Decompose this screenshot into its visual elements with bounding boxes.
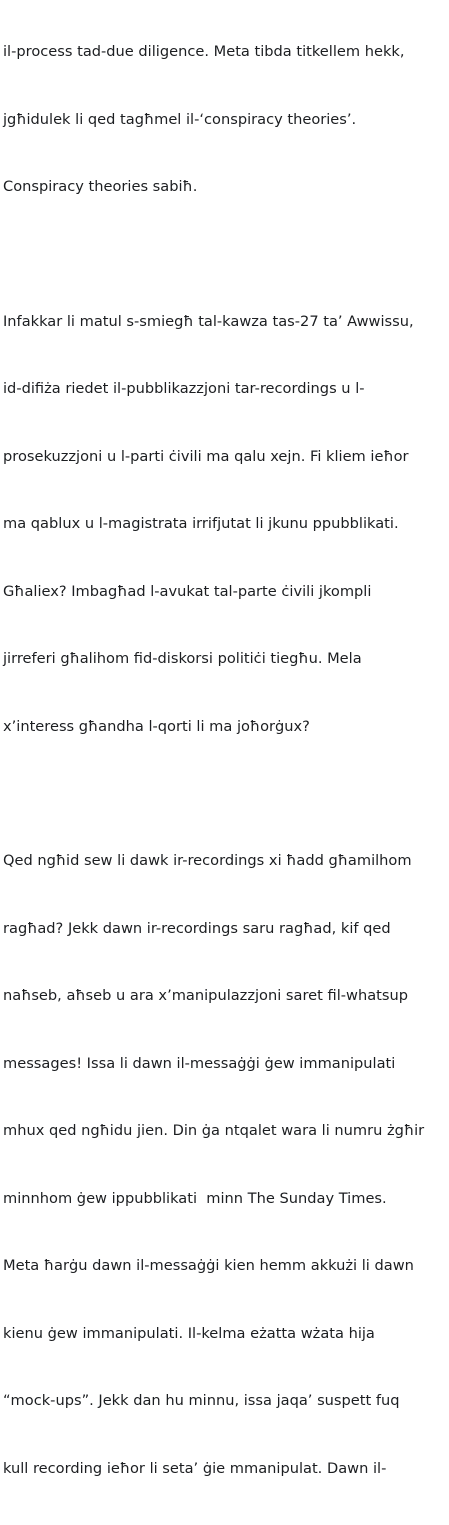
- paragraph-spacer: [3, 244, 449, 266]
- text-line: Għaliex? Imbagħad l-avukat tal-parte ċivili jkompli: [3, 582, 372, 600]
- text-line: “mock-ups”. Jekk dan hu minnu, issa jaqa’ suspett fuq: [3, 1392, 400, 1409]
- text-line: Conspiracy theories sabiħ.: [3, 178, 198, 195]
- post-body-text: [3, 0, 449, 1525]
- text-line: messages! Issa li dawn il-messaġġi ġew immanipulati: [3, 1054, 396, 1072]
- text-line: ragħad? Jekk dawn ir-recordings saru ragħad, kif qed: [3, 919, 391, 937]
- text-line: Meta ħarġu dawn il-messaġġi kien hemm akkużi li dawn: [3, 1257, 414, 1274]
- text-line: naħseb, aħseb u ara x’manipulazzjoni saret fil-whatsup: [3, 987, 408, 1004]
- text-line: minnhom ġew ippubblikati minn The Sunday Times.: [3, 1189, 387, 1207]
- text-line: jgħidulek li qed tagħmel il-‘conspiracy theories’.: [3, 110, 357, 128]
- text-line: ma qablux u l-magistrata irrifjutat li jkunu ppubblikati.: [3, 515, 399, 532]
- paragraph-1: [3, 0, 449, 244]
- paragraph-3: [3, 805, 449, 1525]
- text-line: kull recording ieħor li seta’ ġie mmanipulat. Dawn il-: [3, 1459, 387, 1477]
- text-line: kienu ġew immanipulati. Il-kelma eżatta wżata hija: [3, 1324, 375, 1342]
- text-line: Infakkar li matul s-smiegħ tal-kawza tas-27 ta’ Awwissu,: [3, 312, 414, 330]
- text-line: prosekuzzjoni u l-parti ċivili ma qalu xejn. Fi kliem ieħor: [3, 447, 409, 465]
- text-line: mhux qed ngħidu jien. Din ġa ntqalet wara li numru żgħir: [3, 1122, 425, 1139]
- text-line: il-process tad-due diligence. Meta tibda titkellem hekk,: [3, 43, 405, 60]
- text-line: jirreferi għalihom fid-diskorsi politiċi tiegħu. Mela: [3, 650, 362, 667]
- paragraph-spacer: [3, 783, 449, 805]
- text-line: Qed ngħid sew li dawk ir-recordings xi ħadd għamilhom: [3, 852, 412, 869]
- paragraph-2: [3, 266, 449, 784]
- text-line: id-difiża riedet il-pubblikazzjoni tar-recordings u l-: [3, 380, 365, 397]
- text-line: x’interess għandha l-qorti li ma joħorġux?: [3, 717, 310, 735]
